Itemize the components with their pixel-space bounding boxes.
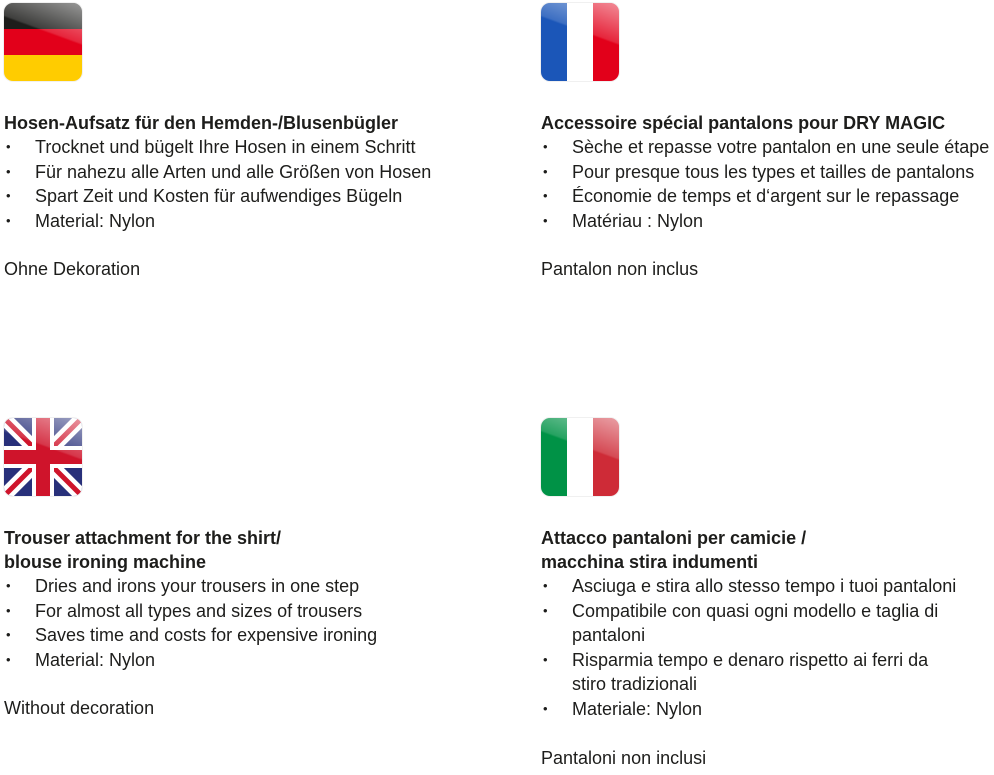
list-item: • Pour presque tous les types et tailles de pantalons bbox=[541, 160, 994, 185]
list-item: • Risparmia tempo e denaro rispetto ai ferri da stiro tradizionali bbox=[541, 648, 994, 697]
list-item: • Saves time and costs for expensive ironing bbox=[4, 623, 464, 648]
italy-flag-icon bbox=[541, 418, 619, 496]
footnote: Without decoration bbox=[4, 698, 155, 719]
list-item: • Material: Nylon bbox=[4, 648, 464, 673]
list-item: • Für nahezu alle Arten und alle Größen von Hosen bbox=[4, 160, 464, 185]
feature-list bbox=[541, 574, 994, 722]
footnote: Ohne Dekoration bbox=[4, 259, 141, 280]
product-info-italian bbox=[541, 418, 994, 770]
list-item: • Materiale: Nylon bbox=[541, 697, 994, 722]
list-item: • Dries and irons your trousers in one step bbox=[4, 574, 464, 599]
product-title: Trouser attachment for the shirt/ blouse ironing machine bbox=[4, 528, 282, 572]
germany-flag-icon bbox=[4, 3, 82, 81]
list-item: • Spart Zeit und Kosten für aufwendiges Bügeln bbox=[4, 184, 464, 209]
footnote: Pantalon non inclus bbox=[541, 259, 699, 280]
list-item: • Compatibile con quasi ogni modello e taglia di pantaloni bbox=[541, 599, 994, 648]
list-item: • Trocknet und bügelt Ihre Hosen in einem Schritt bbox=[4, 135, 464, 160]
list-item: • Matériau : Nylon bbox=[541, 209, 994, 234]
product-info-english bbox=[4, 418, 464, 720]
product-title: Attacco pantaloni per camicie / macchina stira indumenti bbox=[541, 528, 807, 572]
feature-list bbox=[541, 135, 994, 233]
product-title: Hosen-Aufsatz für den Hemden-/Blusenbügler bbox=[4, 113, 399, 133]
list-item: • Économie de temps et d‘argent sur le repassage bbox=[541, 184, 994, 209]
product-info-german bbox=[4, 3, 464, 281]
footnote: Pantaloni non inclusi bbox=[541, 747, 707, 768]
product-title: Accessoire spécial pantalons pour DRY MAGIC bbox=[541, 113, 946, 133]
list-item: • Material: Nylon bbox=[4, 209, 464, 234]
product-info-french bbox=[541, 3, 994, 281]
france-flag-icon bbox=[541, 3, 619, 81]
list-item: • Asciuga e stira allo stesso tempo i tuoi pantaloni bbox=[541, 574, 994, 599]
list-item: • For almost all types and sizes of trousers bbox=[4, 599, 464, 624]
list-item: • Sèche et repasse votre pantalon en une seule étape bbox=[541, 135, 994, 160]
feature-list bbox=[4, 135, 464, 233]
feature-list bbox=[4, 574, 464, 672]
uk-flag-icon bbox=[4, 418, 82, 496]
